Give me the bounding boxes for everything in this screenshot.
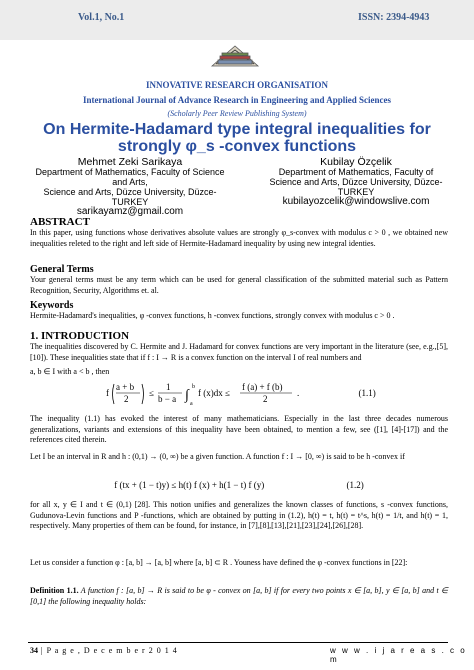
svg-text:a: a (190, 401, 193, 407)
journal-logo (204, 42, 266, 72)
author-dept: Department of Mathematics, Faculty of (278, 167, 434, 177)
keywords-heading: Keywords (30, 300, 74, 311)
author-name: Kubilay Özçelik (320, 156, 392, 168)
svg-text:f (x)dx ≤: f (x)dx ≤ (198, 388, 231, 398)
intro-paragraph-1: The inequalities discovered by C. Hermite and J. Hadamard for convex functions are very important in the literature (see, e.g.,[5],[10]). These inequalities state that if f : I → R is a convex function on the interval I of real numbers and (30, 342, 448, 362)
journal-name: International Journal of Advance Research in Engineering and Applied Sciences (82, 95, 392, 105)
abstract-section (30, 216, 448, 249)
svg-text:f: f (106, 388, 110, 398)
svg-text:2: 2 (124, 394, 129, 404)
svg-text:a + b: a + b (116, 382, 135, 392)
intro-paragraph-4: for all x, y ∈ I and t ∈ (0,1) [28]. This notion unifies and generalizes the known classes of functions, s -convex functions, Gudunova-Levin functions and P -functions, which are obtained by putting in (1.2), h(t) = t, h(t) = t^s, h(t) = 1/t, and h(t) = 1, respectively. Many properties of them can be found, for instance, in [7],[8],[13],[21],[23],[24],[26],[28]. (30, 500, 448, 530)
equation-1-1 (30, 380, 448, 408)
footer-rule (28, 642, 448, 643)
paper-title-line1: On Hermite-Hadamard type integral inequalities for (43, 121, 431, 138)
page-number: 34 (30, 646, 38, 655)
author-email[interactable]: sarikayamz@gmail.com (76, 206, 184, 217)
svg-text:b − a: b − a (158, 394, 177, 404)
abstract-heading: ABSTRACT (30, 216, 90, 228)
page-date: | P a g e , D e c e m b e r 2 0 1 4 (38, 646, 178, 655)
intro-heading: 1. INTRODUCTION (30, 330, 130, 342)
footer-page (30, 646, 178, 655)
intro-paragraph-2: The inequality (1.1) has evoked the interest of many mathematicians. Especially in the last three decades numerous generalizations, variants and extensions of this inequality have been obtained, to mention a few, see ([1], [4]-[17]) and the references cited therein. (30, 414, 448, 444)
intro-paragraph-3: Let I be an interval in R and h : (0,1) → (0, ∞) be a given function. A function f : I → [0, ∞) is said to be h -convex if (30, 452, 405, 461)
svg-text:.: . (297, 388, 300, 398)
general-terms-section (30, 264, 448, 296)
equation-label: (1.2) (346, 480, 364, 490)
equation-1-2 (30, 480, 448, 490)
general-terms-heading: General Terms (30, 264, 94, 275)
svg-text:≤: ≤ (149, 388, 155, 398)
definition-label: Definition 1.1. (30, 586, 79, 595)
journal-note: (Scholarly Peer Review Publishing System) (167, 109, 307, 118)
author-block-2 (256, 157, 456, 207)
org-name: INNOVATIVE RESEARCH ORGANISATION (145, 80, 329, 90)
intro-section (30, 330, 448, 378)
keywords-text: Hermite-Hadamard's inequalities, φ -convex functions, h -convex functions, strongly convex with modulus c > 0 . (30, 311, 395, 320)
equation-label: (1.1) (358, 388, 376, 399)
svg-text:1: 1 (166, 382, 171, 392)
author-email[interactable]: kubilayozcelik@windowslive.com (282, 196, 430, 207)
author-univ: Science and Arts, Düzce University, Düzce-TURKEY (43, 187, 217, 207)
paper-title-line2: strongly φ_s -convex functions (117, 138, 357, 155)
author-dept: Department of Mathematics, Faculty of Science and Arts, (35, 167, 225, 187)
author-name: Mehmet Zeki Sarikaya (77, 156, 183, 168)
svg-text:f (a) + f (b): f (a) + f (b) (242, 382, 283, 392)
h-convex-inequality: f (tx + (1 − t)y) ≤ h(t) f (x) + h(1 − t) f (y) (114, 480, 265, 490)
svg-text:b: b (192, 384, 196, 390)
intro-paragraph-1b: a, b ∈ I with a < b , then (30, 367, 110, 376)
volume-label: Vol.1, No.1 (78, 12, 125, 23)
keywords-section (30, 300, 448, 322)
svg-text:∫: ∫ (185, 388, 190, 403)
intro-paragraph-5: Let us consider a function φ : [a, b] → [a, b] where [a, b] ⊂ R . Youness have defined the φ -convex functions in [22]: (30, 558, 408, 567)
svg-text:2: 2 (263, 394, 268, 404)
author-univ: Science and Arts, Düzce University, Düzce-TURKEY (269, 177, 443, 197)
author-block-1 (30, 157, 230, 217)
definition-text: A function f : [a, b] → R is said to be φ - convex on [a, b] if for every two points x ∈ [a, b], y ∈ [a, b] and t ∈ [0,1] the following inequality holds: (30, 586, 448, 606)
footer-url[interactable]: w w w . i j a r e a s . c o m (330, 646, 467, 664)
definition-1-1 (30, 586, 448, 607)
issn-label: ISSN: 2394-4943 (358, 12, 430, 23)
abstract-text: In this paper, using functions whose derivatives absolute values are strongly φ_s-convex with modulus c > 0 , we obtained new inequalities releted to the right and left side of Hermite-Hadamard inequality by using new integral identies. (30, 228, 448, 248)
hermite-hadamard-inequality (102, 380, 342, 408)
general-terms-text: Your general terms must be any term which can be used for general classification of the submitted material such as Pattern Recognition, Security, Algorithms et. al. (30, 275, 448, 295)
